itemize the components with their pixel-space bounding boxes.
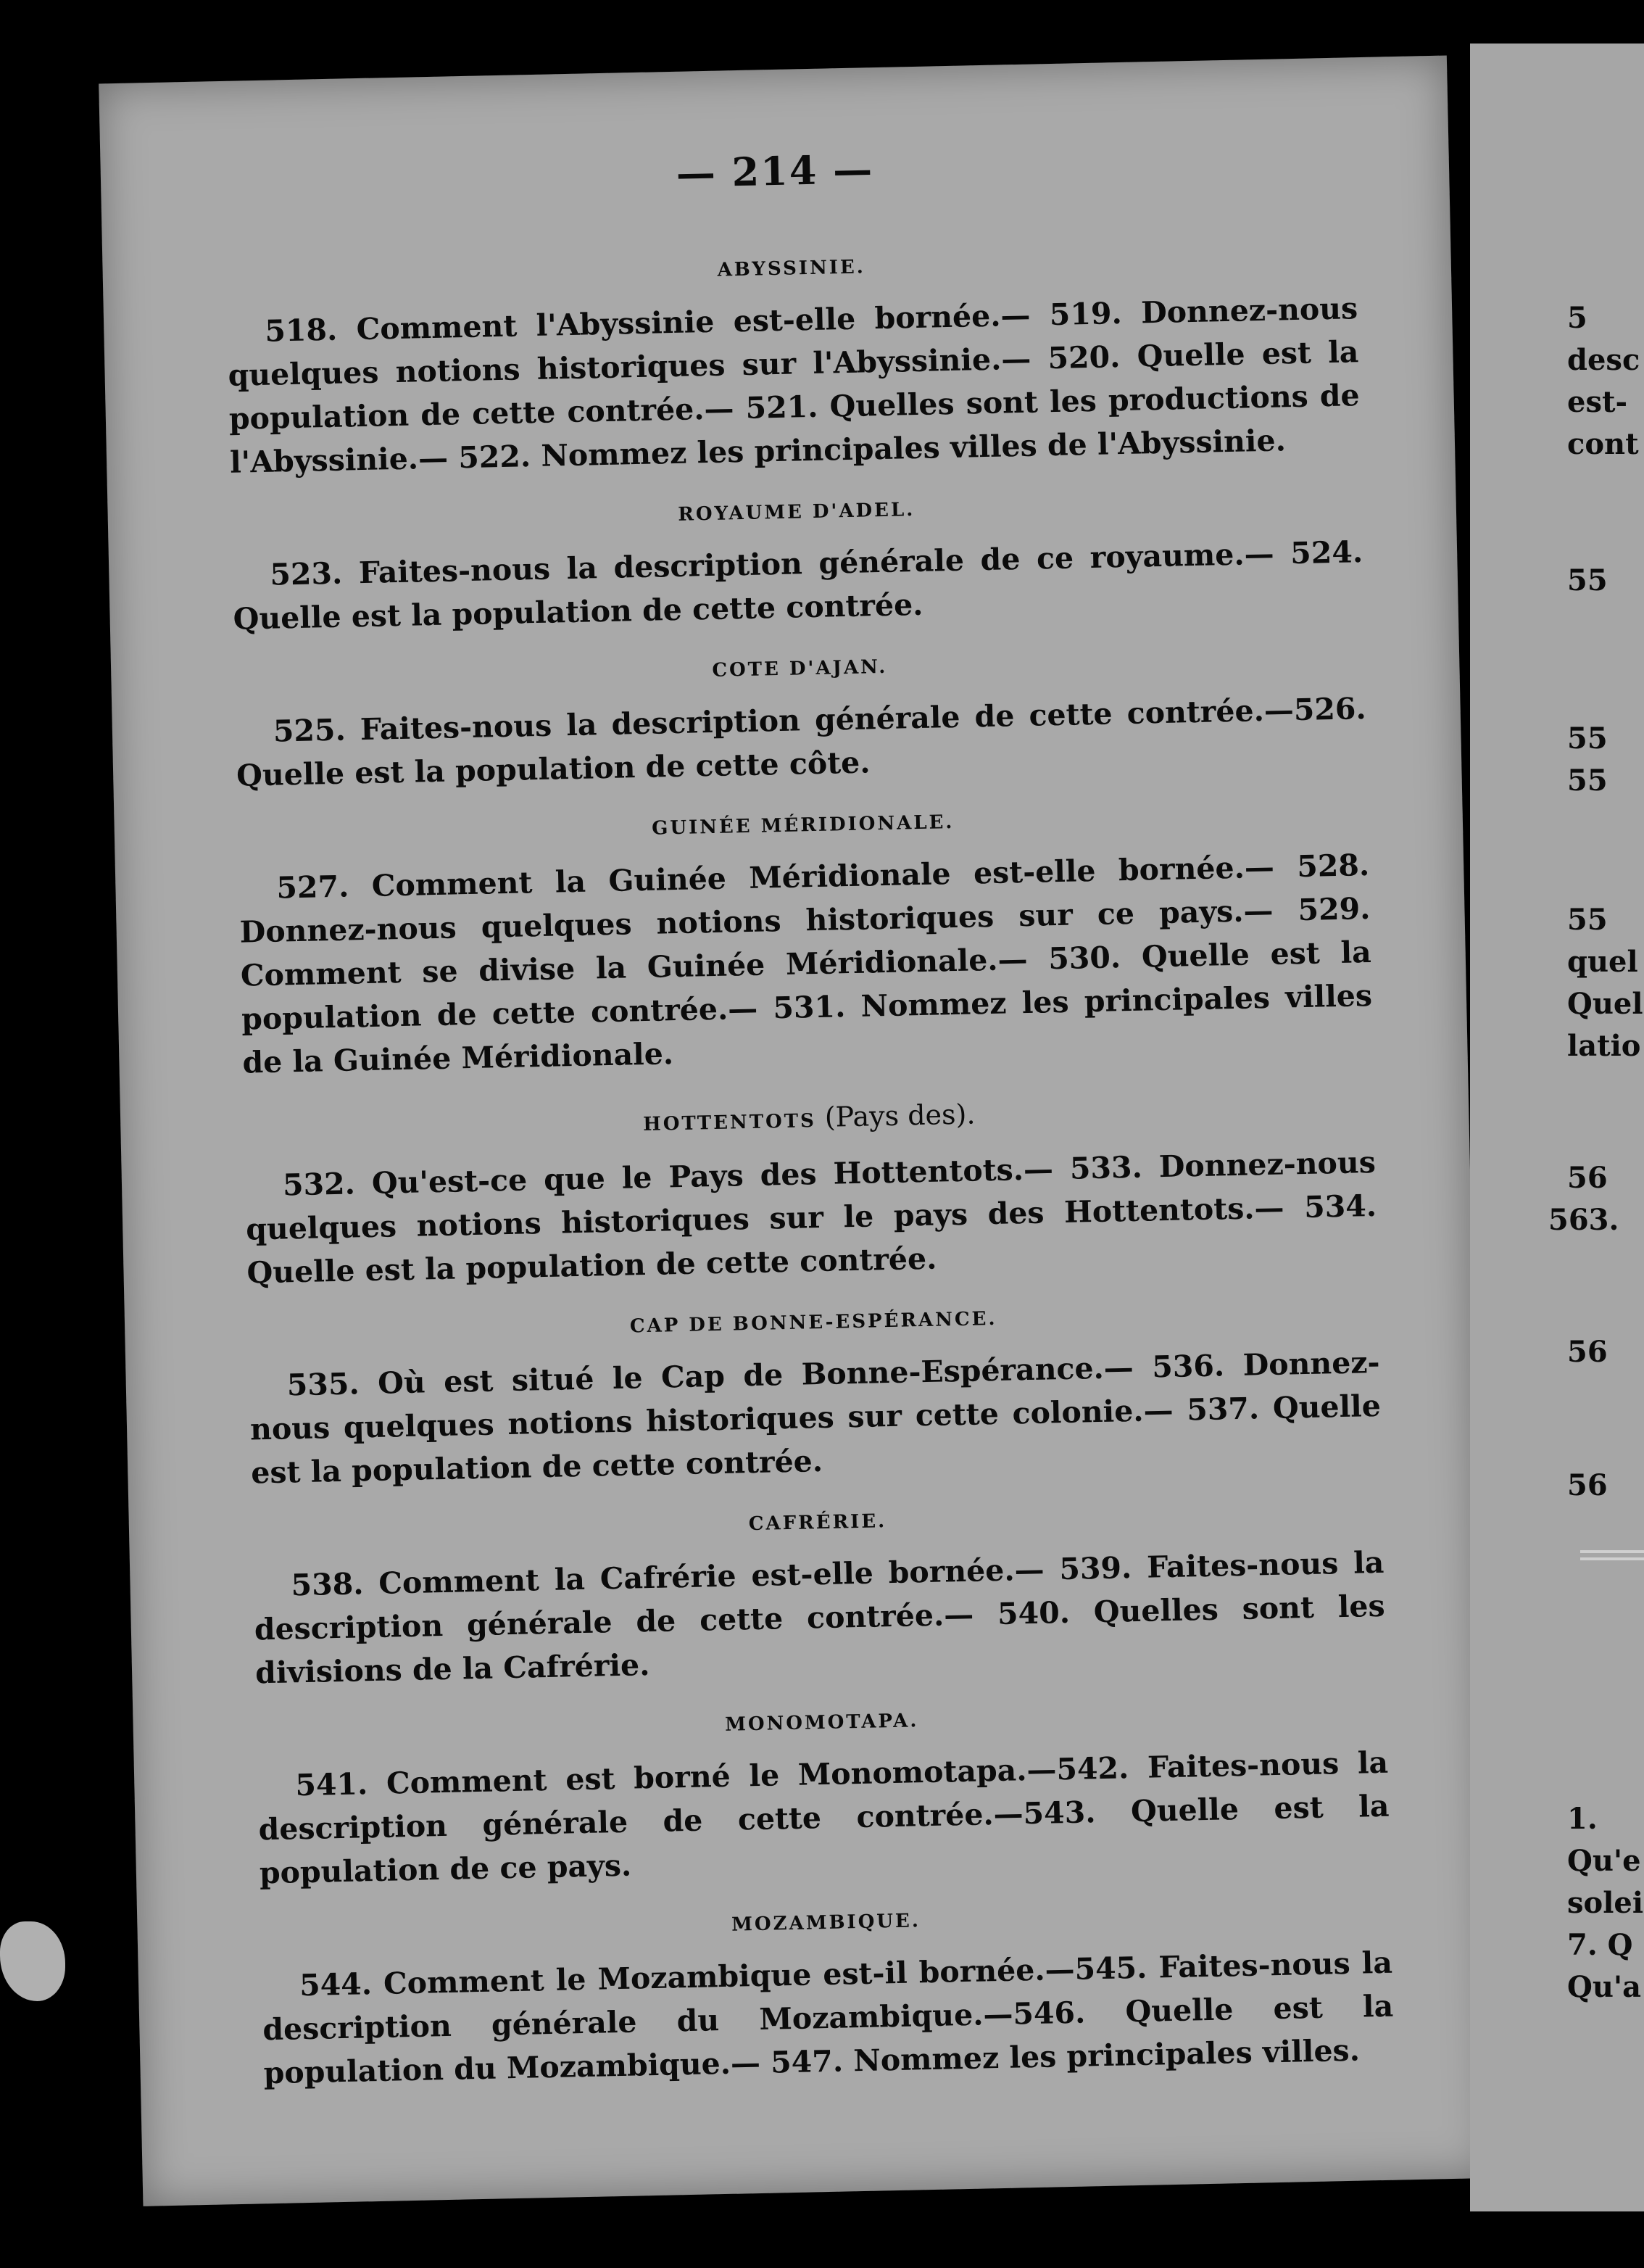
section-heading: CAFRÉRIE. bbox=[748, 1510, 887, 1536]
page-content bbox=[225, 217, 1395, 2095]
section bbox=[260, 1900, 1395, 2095]
right-fragment: est- bbox=[1567, 385, 1628, 419]
section bbox=[238, 803, 1374, 1085]
section bbox=[252, 1500, 1387, 1695]
section-text: 527. Comment la Guinée Méridionale est-elle bornée.— 528. Donnez-nous quelques notions historiques sur ce pays.— 529. Comment se divise la Guinée Méridionale.— 530. Quelle est la population de cette contrée.— 531. Nommez les principales villes de la Guinée Méridionale. bbox=[239, 848, 1373, 1080]
section-heading bbox=[244, 1090, 1375, 1146]
section-text: 535. Où est situé le Cap de Bonne-Espérance.— 536. Donnez-nous quelques notions historiques sur cette colonie.— 537. Quelle est la population de cette contrée. bbox=[249, 1344, 1382, 1491]
right-fragment: latio bbox=[1567, 1029, 1641, 1063]
section bbox=[257, 1700, 1391, 1895]
left-page bbox=[99, 56, 1491, 2206]
section-heading: ROYAUME D'ADEL. bbox=[677, 499, 916, 526]
section-heading: MONOMOTAPA. bbox=[724, 1710, 919, 1736]
section-text: 532. Qu'est-ce que le Pays des Hottentots.— 533. Donnez-nous quelques notions historiques sur le pays des Hottentots.— 534. Quelle est la population de cette contrée. bbox=[245, 1144, 1377, 1291]
section bbox=[231, 489, 1364, 641]
right-fragment: 56 bbox=[1567, 1161, 1608, 1195]
double-rule-divider bbox=[1580, 1550, 1644, 1553]
section-heading: GUINÉE MÉRIDIONALE. bbox=[651, 811, 955, 840]
page-number: — 214 — bbox=[676, 146, 874, 196]
right-fragment: 56 bbox=[1567, 1335, 1608, 1369]
section-heading: MOZAMBIQUE. bbox=[731, 1910, 921, 1936]
right-page-edge bbox=[1470, 44, 1644, 2211]
right-fragment: Qu'e bbox=[1567, 1844, 1641, 1878]
right-fragment: desc bbox=[1567, 343, 1640, 377]
paper-damage-spot bbox=[0, 1921, 65, 2001]
right-fragment: solei bbox=[1567, 1886, 1644, 1920]
heading-suffix: (Pays des). bbox=[824, 1098, 976, 1133]
section-heading: COTE D'AJAN. bbox=[712, 655, 888, 682]
section-text: 518. Comment l'Abyssinie est-elle bornée.— 519. Donnez-nous quelques notions historiques sur l'Abyssinie.— 520. Quelle est la population de cette contrée.— 521. Quelles sont les productions de l'Abyssinie.— 522. Nommez les principales villes de l'Abyssinie. bbox=[228, 291, 1361, 480]
section bbox=[226, 246, 1361, 484]
right-fragment: Qu'a bbox=[1567, 1970, 1642, 2004]
right-fragment: 1. bbox=[1567, 1802, 1598, 1836]
section bbox=[234, 646, 1367, 798]
heading-main: HOTTENTOTS bbox=[642, 1110, 817, 1136]
section-text: 525. Faites-nous la description générale de cette contrée.—526. Quelle est la population de cette côte. bbox=[236, 691, 1367, 793]
section-heading: ABYSSINIE. bbox=[717, 256, 866, 281]
section bbox=[248, 1300, 1382, 1495]
right-fragment: quel bbox=[1567, 945, 1638, 979]
right-fragment: 55 bbox=[1567, 563, 1608, 597]
right-fragment: cont bbox=[1567, 427, 1639, 461]
section-heading: CAP DE BONNE-ESPÉRANCE. bbox=[629, 1307, 997, 1338]
right-fragment: Quel bbox=[1567, 987, 1643, 1021]
right-fragment: 7. Q bbox=[1567, 1928, 1633, 1962]
right-fragment: 56 bbox=[1567, 1468, 1608, 1502]
right-fragment: 55 bbox=[1567, 763, 1608, 798]
section-text: 523. Faites-nous la description générale de ce royaume.— 524. Quelle est la population de cette contrée. bbox=[233, 534, 1363, 637]
section-text: 544. Comment le Mozambique est-il bornée.—545. Faites-nous la description générale du Mozambique.—546. Quelle est la population du Mozambique.— 547. Nommez les principales villes. bbox=[262, 1945, 1394, 2091]
section bbox=[244, 1090, 1378, 1295]
right-fragment: 55 bbox=[1567, 721, 1608, 756]
section-text: 538. Comment la Cafrérie est-elle bornée.— 539. Faites-nous la description générale de cette contrée.— 540. Quelles sont les divisions de la Cafrérie. bbox=[254, 1544, 1386, 1691]
right-fragment: 55 bbox=[1567, 903, 1608, 937]
section-text: 541. Comment est borné le Monomotapa.—542. Faites-nous la description générale de cette contrée.—543. Quelle est la population de ce pays. bbox=[258, 1745, 1390, 1891]
right-fragment: 5 bbox=[1567, 301, 1587, 335]
right-fragment: 563. bbox=[1548, 1203, 1619, 1237]
